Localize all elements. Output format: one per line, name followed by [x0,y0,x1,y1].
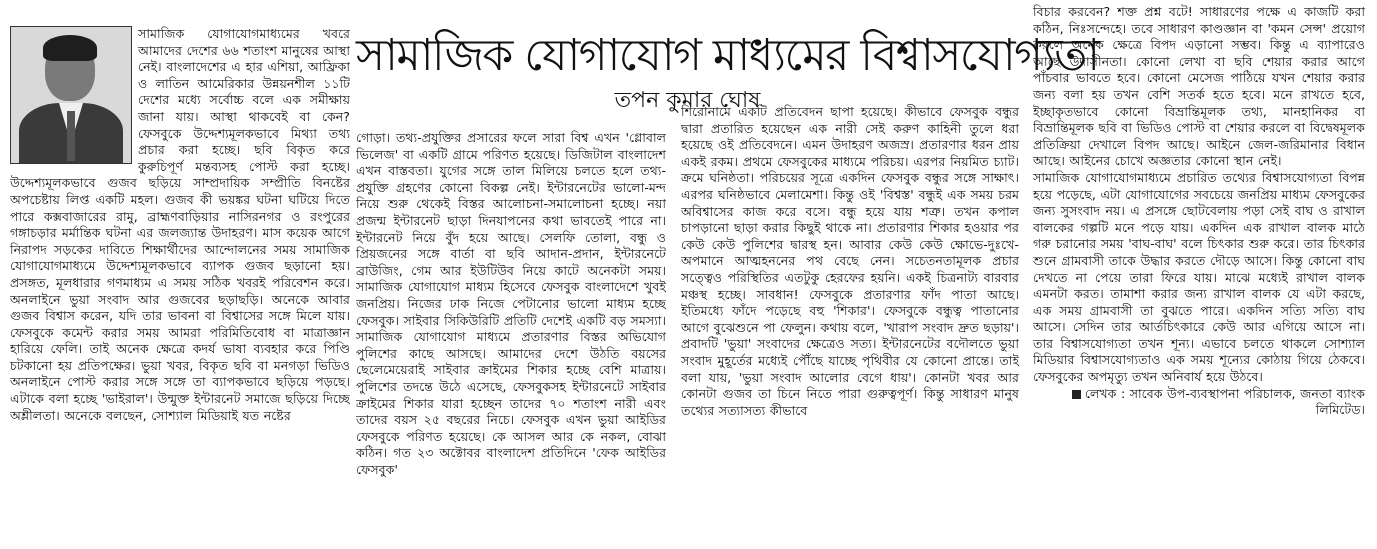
column-4-paragraph-1: বিচার করবেন? শক্ত প্রশ্ন বটে! সাধারণের পক্ষে এ কাজটি করা কঠিন, নিঃসন্দেহে। তবে সাধারণ কাণ্ডজ্ঞান বা 'কমন সেন্স' প্রয়োগ করলে অনেক ক্ষেত্রে বিপদ এড়ানো সম্ভব। কিন্তু এ ব্যাপারেও আছে উদাসীনতা। কোনো লেখা বা ছবি শেয়ার করার আগে পাঁচবার ভাবতে হবে। কোনো মেসেজ পাঠিয়ে যখন শেয়ার করার জন্য বলা হয় তখন বেশি সতর্ক হতে হবে। মনে রাখতে হবে, ইচ্ছাকৃতভাবে কোনো বিভ্রান্তিমূলক তথ্য, মানহানিকর বা বিভ্রান্তিমূলক ছবি বা ভিডিও পোস্ট বা শেয়ার করলে বা বিদ্বেষমূলক প্রতিক্রিয়া দেখালে বিপদ আছে। আইনে জেল-জরিমানার বিধান আছে। আইনের চোখে অজ্ঞতার কোনো স্থান নেই। [1033,4,1365,169]
author-photo [10,26,132,164]
article-headline: সামাজিক যোগাযোগ মাধ্যমের বিশ্বাসযোগ্যতা [356,30,1099,81]
author-byline: তপন কুমার ঘোষ [614,88,761,113]
article-column-3 [681,26,1019,546]
author-footnote [1033,386,1365,419]
column-3-text: শিরোনামে একটি প্রতিবেদন ছাপা হয়েছে। কীভাবে ফেসবুক বন্ধুর দ্বারা প্রতারিত হয়েছেন এক নারী সেই করুণ কাহিনী তুলে ধরা হয়েছে ওই প্রতিবেদনে। এমন উদাহরণ অজস্র। প্রতারণার ধরন প্রায় একই রকম। প্রথমে ফেসবুকের মাধ্যমে পরিচয়। এরপর নিয়মিত চ্যাট। ক্রমে ঘনিষ্ঠতা। পরিচয়ের সূত্রে একদিন ফেসবুক বন্ধুর সঙ্গে সাক্ষাৎ। এরপর ঘনিষ্ঠভাবে মেলামেশা। কিন্তু ওই 'বিশ্বস্ত' বন্ধুই এক সময় চরম অবিশ্বাসের কাজ করে বসে। বন্ধু হয়ে যায় শত্রু। তখন কপাল চাপড়ানো ছাড়া করার কিছুই থাকে না। প্রতারণার শিকার হওয়ার পর কেউ কেউ পুলিশের দ্বারস্থ হন। আবার কেউ কেউ ক্ষোভে-দুঃখে-অপমানে আত্মহননের পথ বেছে নেন। সচেতনতামূলক প্রচার সত্ত্বেও পরিস্থিতির এতটুকু হেরফের হয়নি। একই চিত্রনাট্য বারবার মঞ্চস্থ হচ্ছে। সাবধান! ফেসবুকে প্রতারণার ফাঁদ পাতা আছে। ইতিমধ্যে ফাঁদে পড়েছে বহু 'শিকার'। ফেসবুকে বন্ধুত্ব পাতানোর আগে বুঝেশুনে পা ফেলুন। কথায় বলে, 'খারাপ সংবাদ দ্রুত ছড়ায়'। প্রবাদটি 'ভুয়া' সংবাদের ক্ষেত্রেও সত্য। ইন্টারনেটের বদৌলতে ভুয়া সংবাদ মুহূর্তের মধ্যেই পৌঁছে যাচ্ছে পৃথিবীর যে কোনো প্রান্তে। তাই বলা যায়, 'ভুয়া সংবাদ আলোর বেগে ধায়'। কোনটা খবর আর কোনটা গুজব তা চিনে নিতে পারা গুরুত্বপূর্ণ। কিন্তু সাধারণ মানুষ তথ্যের সত্যাসত্য কীভাবে [681,104,1019,418]
column-2-text: গোড়া। তথ্য-প্রযুক্তির প্রসারের ফলে সারা বিশ্ব এখন 'গ্লোবাল ভিলেজ' বা একটি গ্রামে পরিণত হয়েছে। ডিজিটাল বাংলাদেশ এখন বাস্তবতা। যুগের সঙ্গে তাল মিলিয়ে চলতে হলে তথ্য-প্রযুক্তি গ্রহণের কোনো বিকল্প নেই। ইন্টারনেটের ভালো-মন্দ নিয়ে শুরু থেকেই বিস্তর আলোচনা-সমালোচনা হচ্ছে। নয়া প্রজন্ম ইন্টারনেট ছাড়া দিনযাপনের কথা ভাবতেই পারে না। ইন্টারনেট নিয়ে বুঁদ হয়ে আছে। সেলফি তোলা, বন্ধু ও প্রিয়জনের সঙ্গে বার্তা বা ছবি আদান-প্রদান, ইন্টারনেটে ব্রাউজিং, গেম আর ইউটিউব নিয়ে কাটে অনেকটা সময়। সামাজিক যোগাযোগ মাধ্যম হিসেবে ফেসবুক বাংলাদেশে খুবই জনপ্রিয়। নিজের ঢাক নিজে পেটানোর ভালো মাধ্যম হচ্ছে ফেসবুক। সাইবার সিকিউরিটি প্রতিটি দেশেই একটি বড় সমস্যা। সামাজিক যোগাযোগ মাধ্যমে প্রতারণার বিস্তর অভিযোগ পুলিশের কাছে আসছে। আমাদের দেশে উঠতি বয়সের ছেলেমেয়েরাই সাইবার ক্রাইমের শিকার হচ্ছে বেশি মাত্রায়। পুলিশের তদন্তে উঠে এসেছে, ফেসবুকসহ ইন্টারনেটে সাইবার ক্রাইমের শিকার যারা হচ্ছেন তাদের ৭০ শতাংশ নারী এবং তাদের বয়স ২৫ বছরের নিচে। ফেসবুক এখন ভুয়া আইডির ফেসবুকে পরিণত হয়েছে। কে আসল আর কে নকল, বোঝা কঠিন। গত ২৩ অক্টোবর বাংলাদেশ প্রতিদিনে 'ফেক আইডির ফেসবুক' [356,130,666,477]
article-column-2 [356,26,666,546]
square-bullet-icon [1072,390,1081,399]
article-column-4 [1033,4,1365,545]
column-1-text: সামাজিক যোগাযোগমাধ্যমের খবরে আমাদের দেশের ৬৬ শতাংশ মানুষের আস্থা নেই। বাংলাদেশের এ হার এশিয়া, আফ্রিকা ও লাতিন আমেরিকার উন্নয়নশীল ১১টি দেশের মধ্যে সর্বোচ্চ বলে এক সমীক্ষায় জানা যায়। আস্থা থাকবেই বা কেন? ফেসবুকে উদ্দেশ্যমূলকভাবে মিথ্যা তথ্য প্রচার করা হচ্ছে। ছবি বিকৃত করে কুরুচিপূর্ণ মন্তব্যসহ পোস্ট করা হচ্ছে। উদ্দেশ্যমূলকভাবে গুজব ছড়িয়ে সাম্প্রদায়িক সম্প্রীতি বিনষ্টের অপচেষ্টায় লিপ্ত একটি মহল। গুজব কী ভয়ঙ্কর ঘটনা ঘটিয়ে দিতে পারে কক্সবাজারের রামু, ব্রাহ্মণবাড়িয়ার নাসিরনগর ও রংপুরের গঙ্গাচড়ার মর্মান্তিক ঘটনা এর জলজ্যান্ত উদাহরণ। মাস কয়েক আগে নিরাপদ সড়কের দাবিতে শিক্ষার্থীদের আন্দোলনের সময় সামাজিক যোগাযোগমাধ্যমে উদ্দেশ্যমূলকভাবে ব্যাপক গুজব ছড়ানো হয়। প্রসঙ্গত, মূলধারার গণমাধ্যম এ সময় সঠিক খবরই পরিবেশন করে। অনলাইনে ভুয়া সংবাদ আর গুজবের ছড়াছড়ি। অনেকে আবার গুজব বিশ্বাস করেন, যদি তার ভাবনা বা বিশ্বাসের সঙ্গে মিলে যায়। ফেসবুকে কমেন্ট করার সময় আমরা পরিমিতিবোধ বা মাত্রাজ্ঞান হারিয়ে ফেলি। তাই অনেক ক্ষেত্রে কদর্য ভাষা ব্যবহার করে পিণ্ডি চটকানো হয় প্রতিপক্ষের। ভুয়া খবর, বিকৃত ছবি বা মনগড়া ভিডিও অনলাইনে পোস্ট করার সঙ্গে সঙ্গে তা ব্যাপকভাবে ছড়িয়ে পড়ছে। এটাকে বলা হচ্ছে 'ভাইরাল'। উন্মুক্ত ইন্টারনেট সমাজে ছড়িয়ে দিচ্ছে অশ্লীলতা। অনেকে বলছেন, সোশ্যাল মিডিয়াই যত নষ্টের [10,26,350,423]
column-4-paragraph-2: সামাজিক যোগাযোগমাধ্যমে প্রচারিত তথ্যের বিশ্বাসযোগ্যতা বিপন্ন হয়ে পড়েছে, এটা যোগাযোগের সবচেয়ে জনপ্রিয় মাধ্যম ফেসবুকের জন্য সুসংবাদ নয়। এ প্রসঙ্গে ছোটবেলায় পড়া সেই বাঘ ও রাখাল বালকের গল্পটি মনে পড়ে যায়। একদিন এক রাখাল বালক মাঠে গরু চরানোর সময় 'বাঘ-বাঘ' বলে চিৎকার শুরু করে। তার চিৎকার শুনে গ্রামবাসী তাকে উদ্ধার করতে দৌড়ে আসে। কিন্তু কোনো বাঘ দেখতে না পেয়ে তারা ফিরে যায়। মাঝে মধ্যেই রাখাল বালক এমনটা করত। তামাশা করার জন্য রাখাল বালক যে এটা করছে, এক সময় গ্রামবাসী তা বুঝতে পারে। একদিন সত্যি সত্যি বাঘ আসে। সেদিন তার আর্তচিৎকারে কেউ আর এগিয়ে আসে না। তার বিশ্বাসযোগ্যতা তখন শূন্য। এভাবে চলতে থাকলে সোশ্যাল মিডিয়ার বিশ্বাসযোগ্যতাও এক সময় শূন্যের কোঠায় গিয়ে ঠেকবে। ফেসবুকের অপমৃত্যু তখন অনিবার্য হয়ে উঠবে। [1033,169,1365,385]
article-column-1 [10,26,350,546]
footnote-text: লেখক : সাবেক উপ-ব্যবস্থাপনা পরিচালক, জনতা ব্যাংক লিমিটেড। [1084,385,1365,418]
